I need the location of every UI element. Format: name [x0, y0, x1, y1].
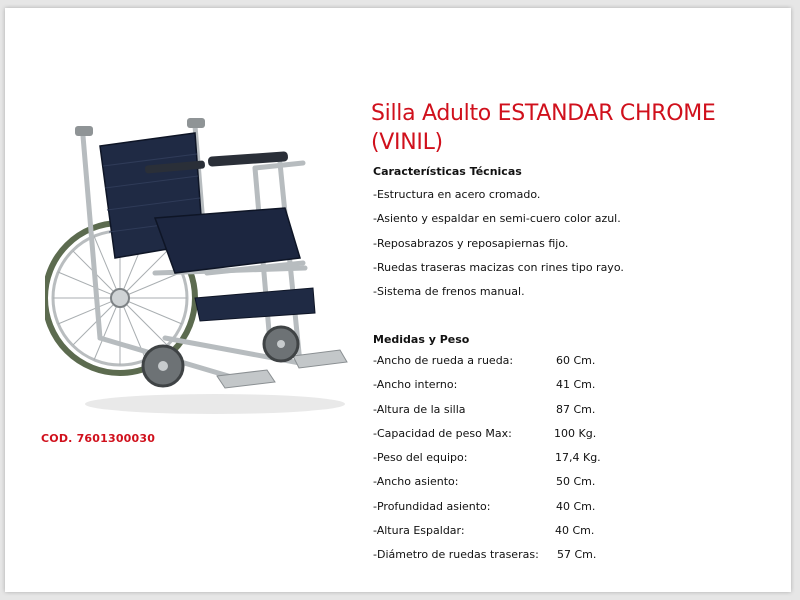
feature-item: -Ruedas traseras macizas con rines tipo rayo.: [373, 260, 624, 274]
spec-label: -Diámetro de ruedas traseras:: [373, 548, 539, 562]
spec-label: -Capacidad de peso Max:: [373, 426, 512, 440]
spec-row: [373, 349, 596, 373]
spec-label: -Ancho de rueda a rueda:: [373, 354, 514, 367]
spec-value: 50 Cm.: [556, 475, 596, 489]
feature-item: -Estructura en acero cromado.: [373, 188, 541, 201]
feature-item: -Reposabrazos y reposapiernas fijo.: [373, 236, 569, 250]
spec-value: 57 Cm.: [557, 548, 597, 562]
spec-row: [373, 470, 596, 494]
spec-row: [373, 446, 601, 470]
product-sheet: [5, 8, 791, 592]
spec-row: [373, 373, 596, 397]
spec-label: -Peso del equipo:: [373, 451, 468, 465]
spec-value: 40 Cm.: [556, 499, 596, 513]
specs-list: [373, 349, 601, 568]
features-heading: Características Técnicas: [373, 165, 522, 178]
spec-value: 17,4 Kg.: [555, 451, 601, 465]
spec-label: -Ancho interno:: [373, 378, 458, 392]
spec-label: -Ancho asiento:: [373, 475, 459, 489]
features-list: [373, 183, 624, 304]
feature-item: -Sistema de frenos manual.: [373, 285, 525, 299]
wheelchair-image: [45, 108, 355, 418]
spec-value: 60 Cm.: [556, 354, 596, 367]
spec-label: -Altura Espaldar:: [373, 524, 465, 538]
product-title: Silla Adulto ESTANDAR CHROME (VINIL): [371, 100, 716, 155]
spec-row: [373, 422, 597, 446]
spec-value: 100 Kg.: [554, 426, 597, 440]
spec-row: [373, 519, 595, 543]
spec-label: -Altura de la silla: [373, 402, 466, 416]
spec-row: [373, 543, 597, 567]
product-code: COD. 7601300030: [41, 432, 156, 445]
spec-value: 87 Cm.: [556, 402, 596, 416]
spec-label: -Profundidad asiento:: [373, 499, 491, 513]
specs-heading: Medidas y Peso: [373, 333, 470, 346]
spec-value: 41 Cm.: [556, 378, 596, 392]
spec-value: 40 Cm.: [555, 524, 595, 538]
spec-row: [373, 398, 596, 422]
feature-item: -Asiento y espaldar en semi-cuero color azul.: [373, 212, 621, 226]
spec-row: [373, 495, 596, 519]
